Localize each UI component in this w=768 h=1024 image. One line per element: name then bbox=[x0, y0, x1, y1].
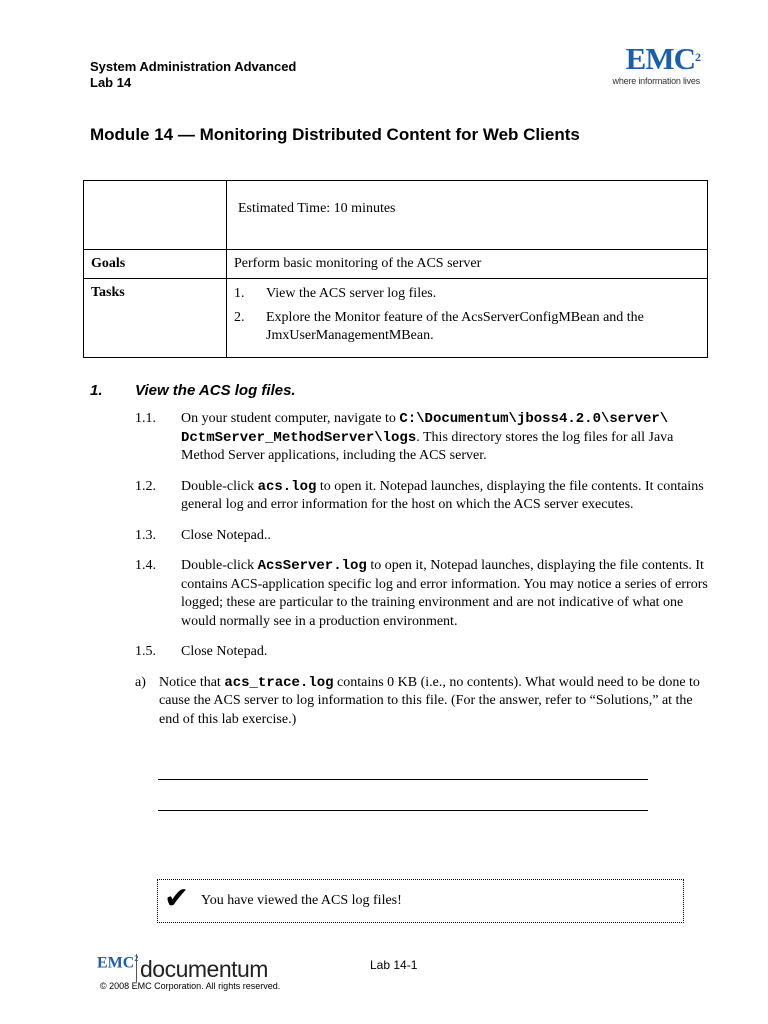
documentum-wordmark: documentum bbox=[140, 956, 268, 982]
file-code: AcsServer.log bbox=[257, 558, 367, 574]
table-row bbox=[84, 181, 708, 250]
list-item: 1. View the ACS server log files. bbox=[234, 286, 437, 301]
list-item: 1.1. On your student computer, navigate to C:\Documentum\jboss4.2.0\server\ DctmServer_MethodServer\logs. This directory stores the log files for all Java Method Server applications, including the ACS server. bbox=[135, 411, 674, 463]
list-item: 1.5. Close Notepad. bbox=[135, 644, 268, 659]
checkmark-icon: ✔ bbox=[164, 882, 190, 915]
clock-icon bbox=[91, 194, 95, 219]
path-code: C:\Documentum\jboss4.2.0\server\ DctmServer_MethodServer\logs bbox=[181, 411, 669, 446]
section-heading bbox=[90, 382, 296, 399]
goals-label: Goals bbox=[84, 250, 227, 279]
page-number: Lab 14-1 bbox=[370, 958, 418, 972]
table-row bbox=[84, 250, 708, 279]
answer-line[interactable] bbox=[158, 810, 648, 811]
list-item: 1.4. Double-click AcsServer.log to open it, Notepad launches, displaying the file contents. It contains ACS-application specific log and error information. You may notice a series of errors logged; these are particular to the training environment and are not indicative of what one would normally see in a production environment. bbox=[135, 558, 708, 629]
list-item: 1.3. Close Notepad.. bbox=[135, 527, 271, 543]
clock-cell bbox=[84, 181, 227, 250]
info-table bbox=[83, 180, 708, 358]
completion-box bbox=[157, 879, 684, 923]
goals-text: Perform basic monitoring of the ACS server bbox=[227, 250, 708, 279]
section-number: 1. bbox=[90, 382, 103, 399]
tasks-label: Tasks bbox=[84, 279, 227, 358]
table-row bbox=[84, 279, 708, 358]
course-title: System Administration Advanced bbox=[90, 59, 297, 74]
steps-list bbox=[135, 410, 710, 729]
footer-emc-logo: EMC$^2$ bbox=[97, 954, 139, 972]
emc-logo-word: EMC$^2$ bbox=[625, 41, 700, 76]
completion-text: You have viewed the ACS log files! bbox=[201, 893, 402, 908]
estimated-time: Estimated Time: 10 minutes bbox=[227, 181, 708, 250]
answer-line[interactable] bbox=[158, 779, 648, 780]
copyright-notice: © 2008 EMC Corporation. All rights reserved. bbox=[100, 981, 281, 991]
file-code: acs.log bbox=[257, 478, 317, 495]
substep: a) Notice that acs_trace.log contains 0 KB (i.e., no contents). What would need to be done to cause the ACS server to log information to this file. (For the answer, refer to “Solutions,” at the end of this lab exercise.) bbox=[135, 674, 700, 727]
section-title: View the ACS log files. bbox=[135, 382, 296, 399]
document-header bbox=[90, 59, 296, 91]
emc-logo-tagline: where information lives bbox=[612, 76, 700, 86]
page-title: Module 14 — Monitoring Distributed Content for Web Clients bbox=[90, 125, 580, 144]
file-code: acs_trace.log bbox=[224, 674, 334, 691]
emc-logo bbox=[590, 41, 700, 92]
lab-label: Lab 14 bbox=[90, 75, 132, 90]
tasks-list bbox=[227, 279, 708, 358]
logo-divider bbox=[136, 954, 137, 982]
list-item: 2. Explore the Monitor feature of the AcsServerConfigMBean and the JmxUserManagementMBean. bbox=[234, 310, 644, 343]
list-item: 1.2. Double-click acs.log to open it. Notepad launches, displaying the file contents. It contains general log and error information for the host on which the ACS server executes. bbox=[135, 478, 704, 512]
